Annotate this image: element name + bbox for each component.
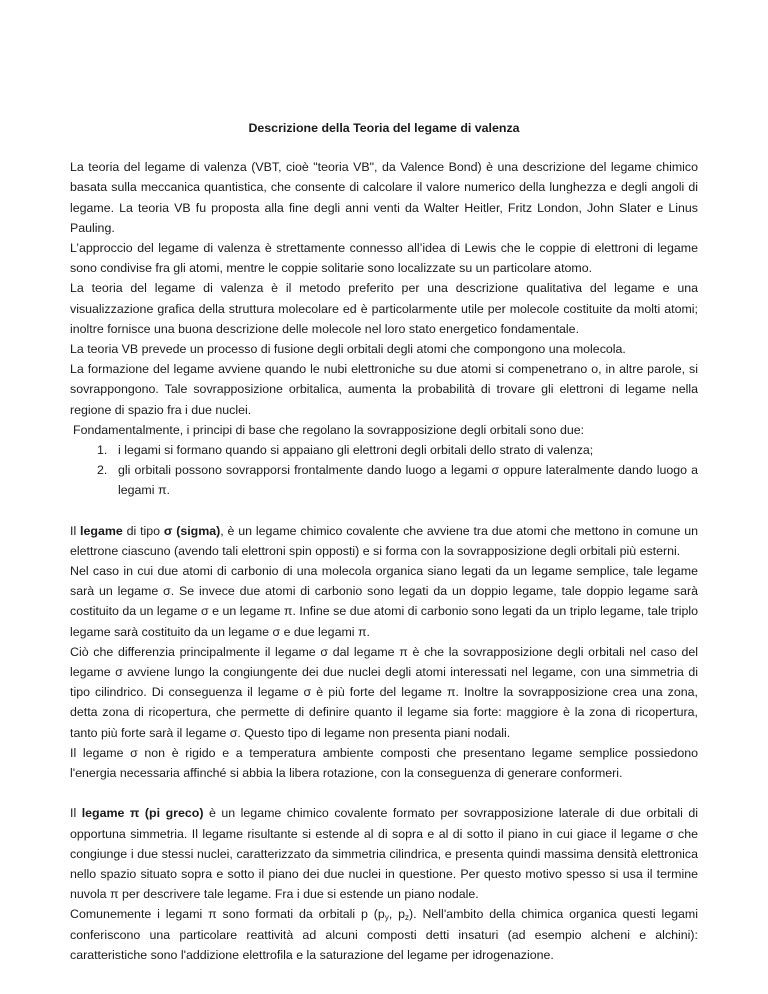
sigma-definition <box>70 521 698 561</box>
list-item <box>70 440 698 460</box>
list-text: gli orbitali possono sovrapporsi frontalmente dando luogo a legami σ oppure lateralmente dando luogo a legami π. <box>118 463 698 498</box>
text-span: Il <box>70 806 82 821</box>
pi-definition <box>70 803 698 904</box>
principles-list <box>70 440 698 501</box>
document-title: Descrizione della Teoria del legame di valenza <box>248 121 520 135</box>
list-text: i legami si formano quando si appaiano gli elettroni degli orbitali dello strato di valenza; <box>118 443 594 458</box>
text-span: di tipo <box>122 523 164 538</box>
spacer <box>70 783 698 803</box>
spacer <box>70 501 698 521</box>
intro-paragraph: La teoria VB prevede un processo di fusione degli orbitali degli atomi che compongono una molecola. <box>70 342 626 357</box>
intro-paragraph: La teoria del legame di valenza (VBT, cioè "teoria VB", da Valence Bond) è una descrizione del legame chimico basata sulla meccanica quantistica, che consente di calcolare il valore numerico della lunghezza e degli angoli di legame. La teoria VB fu proposta alla fine degli anni venti da Walter Heitler, Fritz London, John Slater e Linus Pauling. <box>70 160 698 235</box>
document-page <box>70 118 698 965</box>
sigma-paragraph: Nel caso in cui due atomi di carbonio di una molecola organica siano legati da un legame semplice, tale legame sarà un legame σ. Se invece due atomi di carbonio sono legati da un doppio legame, tale doppio legame sarà costituito da un legame σ e un legame π. Infine se due atomi di carbonio sono legati da un triplo legame, tale triplo legame sarà costituito da un legame σ e due legami π. <box>70 564 698 639</box>
bold-term: legame π (pi greco) <box>81 806 204 821</box>
text-span: Il <box>70 523 81 538</box>
list-item <box>70 460 698 500</box>
sigma-paragraph: Il legame σ non è rigido e a temperatura ambiente composti che presentano legame semplice possiedono l'energia necessaria affinché si abbia la libera rotazione, con la conseguenza di generare conformeri. <box>70 745 698 781</box>
list-number: 2. <box>97 463 108 478</box>
pi-paragraph <box>70 904 698 965</box>
text-span: ). Nell'ambito della chimica organica questi legami conferiscono una particolare reattività ad alcuni composti detti insaturi (ad esempio alcheni e alchini): caratteristiche sono l'addizione elettrofila e la saturazione del legame per idrogenazione. <box>70 907 698 962</box>
intro-paragraph: L’approccio del legame di valenza è strettamente connesso all’idea di Lewis che le coppie di elettroni di legame sono condivise fra gli atomi, mentre le coppie solitarie sono localizzate su un particolare atomo. <box>70 241 698 276</box>
principles-intro: Fondamentalmente, i principi di base che regolano la sovrapposizione degli orbitali sono due: <box>73 422 585 437</box>
sigma-paragraph: Ciò che differenzia principalmente il legame σ dal legame π è che la sovrapposizione degli orbitali nel caso del legame σ avviene lungo la congiungente dei due nuclei degli atomi interessati nel legame, con una simmetria di tipo cilindrico. Di conseguenza il legame σ è più forte del legame π. Inoltre la sovrapposizione crea una zona, detta zona di ricopertura, che permette di definire quanto il legame sia forte: maggiore è la zona di ricopertura, tanto più forte sarà il legame σ. Questo tipo di legame non presenta piani nodali. <box>70 644 698 740</box>
bold-term: σ (sigma) <box>163 523 221 538</box>
intro-paragraph: La teoria del legame di valenza è il metodo preferito per una descrizione qualitativa del legame e una visualizzazione grafica della struttura molecolare ed è particolarmente utile per molecole costituite da molti atomi; inoltre fornisce una buona descrizione delle molecole nel loro stato energetico fondamentale. <box>70 281 698 336</box>
text-span: è un legame chimico covalente formato per sovrapposizione laterale di due orbitali di opportuna simmetria. Il legame risultante si estende al di sopra e al di sotto il piano in cui giace il legame σ che congiunge i due stessi nuclei, caratterizzato da simmetria cilindrica, e presenta quindi massima densità elettronica nello spazio situato sopra e sotto il piano dei due nuclei in questione. Per questo motivo spesso si usa il termine nuvola π per descrivere tale legame. Fra i due si estende un piano nodale. <box>70 806 698 902</box>
list-number: 1. <box>97 443 108 458</box>
bold-term: legame <box>80 523 123 538</box>
text-span: Comunemente i legami π sono formati da orbitali p (p <box>70 907 385 922</box>
intro-paragraph: La formazione del legame avviene quando le nubi elettroniche su due atomi si compenetrano o, in altre parole, si sovrappongono. Tale sovrapposizione orbitalica, aumenta la probabilità di trovare gli elettroni di legame nella regione di spazio fra i due nuclei. <box>70 362 698 417</box>
text-span: , è un legame chimico covalente che avviene tra due atomi che mettono in comune un elettrone ciascuno (avendo tali elettroni spin opposti) e si forma con la sovrapposizione degli orbitali più esterni. <box>70 523 699 558</box>
subscript: z <box>405 913 410 923</box>
text-span: , p <box>388 907 406 922</box>
subscript: y <box>384 913 389 923</box>
